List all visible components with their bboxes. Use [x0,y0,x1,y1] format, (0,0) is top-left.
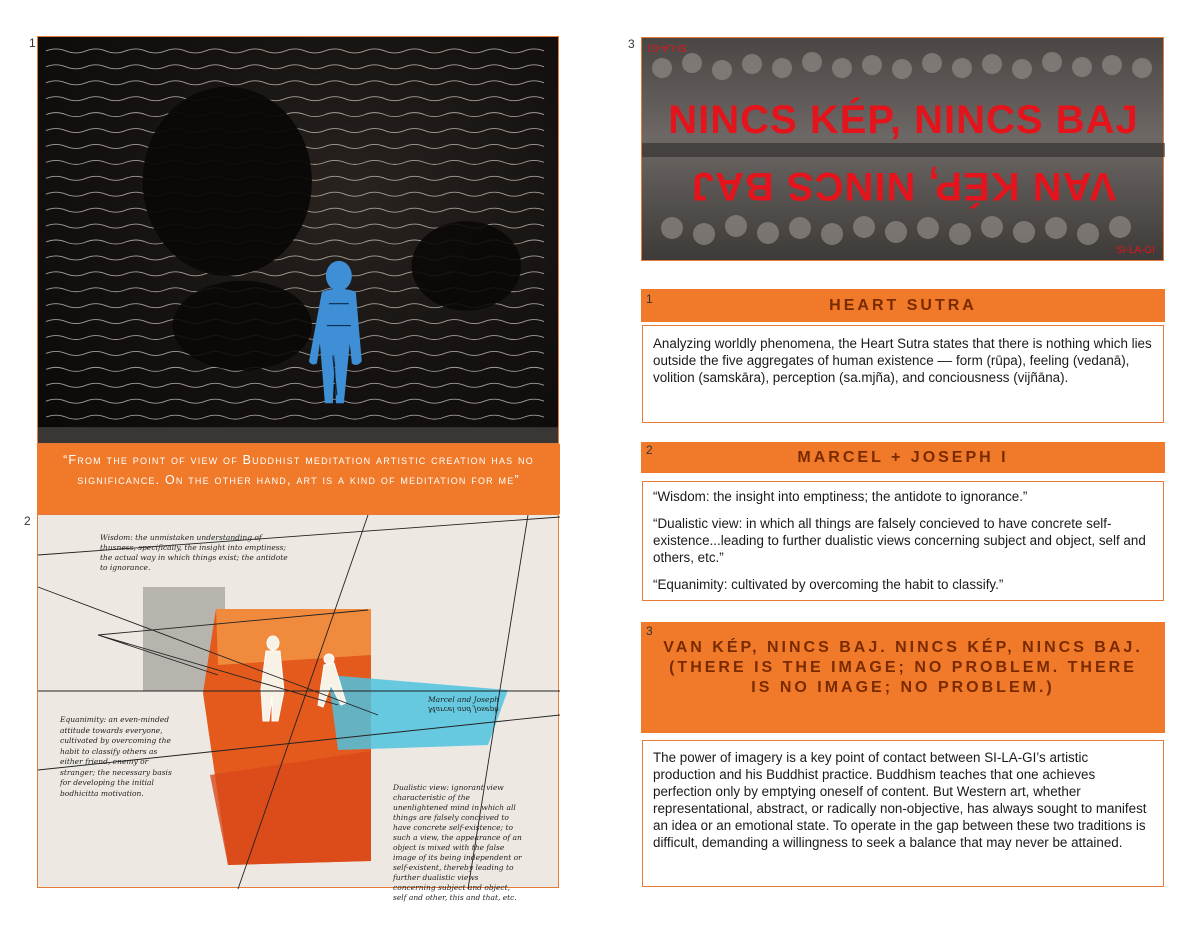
title-red-flipped: VAN KÉP, NINCS BAJ [690,164,1117,208]
section-2-paragraph-1: “Wisdom: the insight into emptiness; the antidote to ignorance.” [653,489,1028,504]
section-1-body [642,325,1164,423]
artwork-marcel-and-joseph [37,514,559,902]
wisdom-note: Wisdom: the unmistaken understanding of thusness, specifically, the insight into emptiness; the actual way in which things exist; the antidote to ignorance. [100,533,288,572]
section-1-paragraph: Analyzing worldly phenomena, the Heart Sutra states that there is nothing which lies outside the five aggregates of human existence –– form (rūpa), feeling (vedanā), volition (samskāra), perception (sa.mjña), and conciousness (vijñāna). [653,336,1152,385]
section-3-header [641,622,1165,733]
image-number-1: 1 [29,36,36,50]
artwork-crowd-image [641,37,1164,261]
section-3-number: 3 [646,624,653,638]
section-3-title: VAN KÉP, NINCS BAJ. NINCS KÉP, NINCS BAJ. (THERE IS THE IMAGE; NO PROBLEM. THERE IS NO IMAGE; NO PROBLEM.) [663,639,1143,696]
crowd-photo [642,38,1165,262]
quote-banner: “From the point of view of Buddhist meditation artistic creation has no significance. On the other hand, art is a kind of meditation for me” [37,444,560,514]
dualistic-note: Dualistic view: ignorant view characteristic of the unenlightened mind in which all things are falsely conceived to have concrete self-existence; to such a view, the appearance of an object is mixed with the false image of its being independent or self-existent, thereby leading to further dualistic views concerning subject and object, self and other, this and that, etc. [393,783,522,902]
section-2-paragraph-2: “Dualistic view: in which all things are falsely concieved to have concrete self-existence...leading to further dualistic views concerning subject and object, self and others, etc.” [653,516,1146,565]
image-number-2: 2 [24,514,31,528]
section-1-title: HEART SUTRA [829,297,977,314]
artwork-meditation-figure [37,36,559,444]
image-number-3: 3 [628,37,635,51]
signature-flipped: SI-LA-GI [648,42,687,53]
marcel-label-mirrored: Marcel and Joseph [428,705,500,714]
title-red: NINCS KÉP, NINCS BAJ [668,98,1139,142]
marcel-label: Marcel and Joseph [428,695,500,704]
section-2-title: MARCEL + JOSEPH I [797,449,1009,466]
section-1-header [641,289,1165,322]
handwritten-text-background [38,37,558,443]
equanimity-note: Equanimity: an even-minded attitude towards everyone, cultivated by overcoming the habit to classify others as either friend, enemy or stranger; the necessary basis for developing the initial bodhicitta motivation. [60,715,172,798]
signature: SI-LA-GI [1116,245,1155,256]
section-3-body [642,740,1164,887]
section-2-header [641,442,1165,473]
section-2-number: 2 [646,443,653,457]
section-3-paragraph: The power of imagery is a key point of contact between SI-LA-GI’s artistic production and his Buddhist practice. Buddhism teaches that one achieves perfection only by emptying oneself of content. But Western art, whether representational, abstract, or radically non-objective, has always sought to manifest an idea or an emotional state. To operate in the gap between these two traditions is difficult, demanding a willingness to seek a balance that may never be attained. [653,750,1147,850]
section-1-number: 1 [646,292,653,306]
section-2-paragraph-3: “Equanimity: cultivated by overcoming the habit to classify.” [653,577,1004,592]
section-2-body [642,481,1164,601]
